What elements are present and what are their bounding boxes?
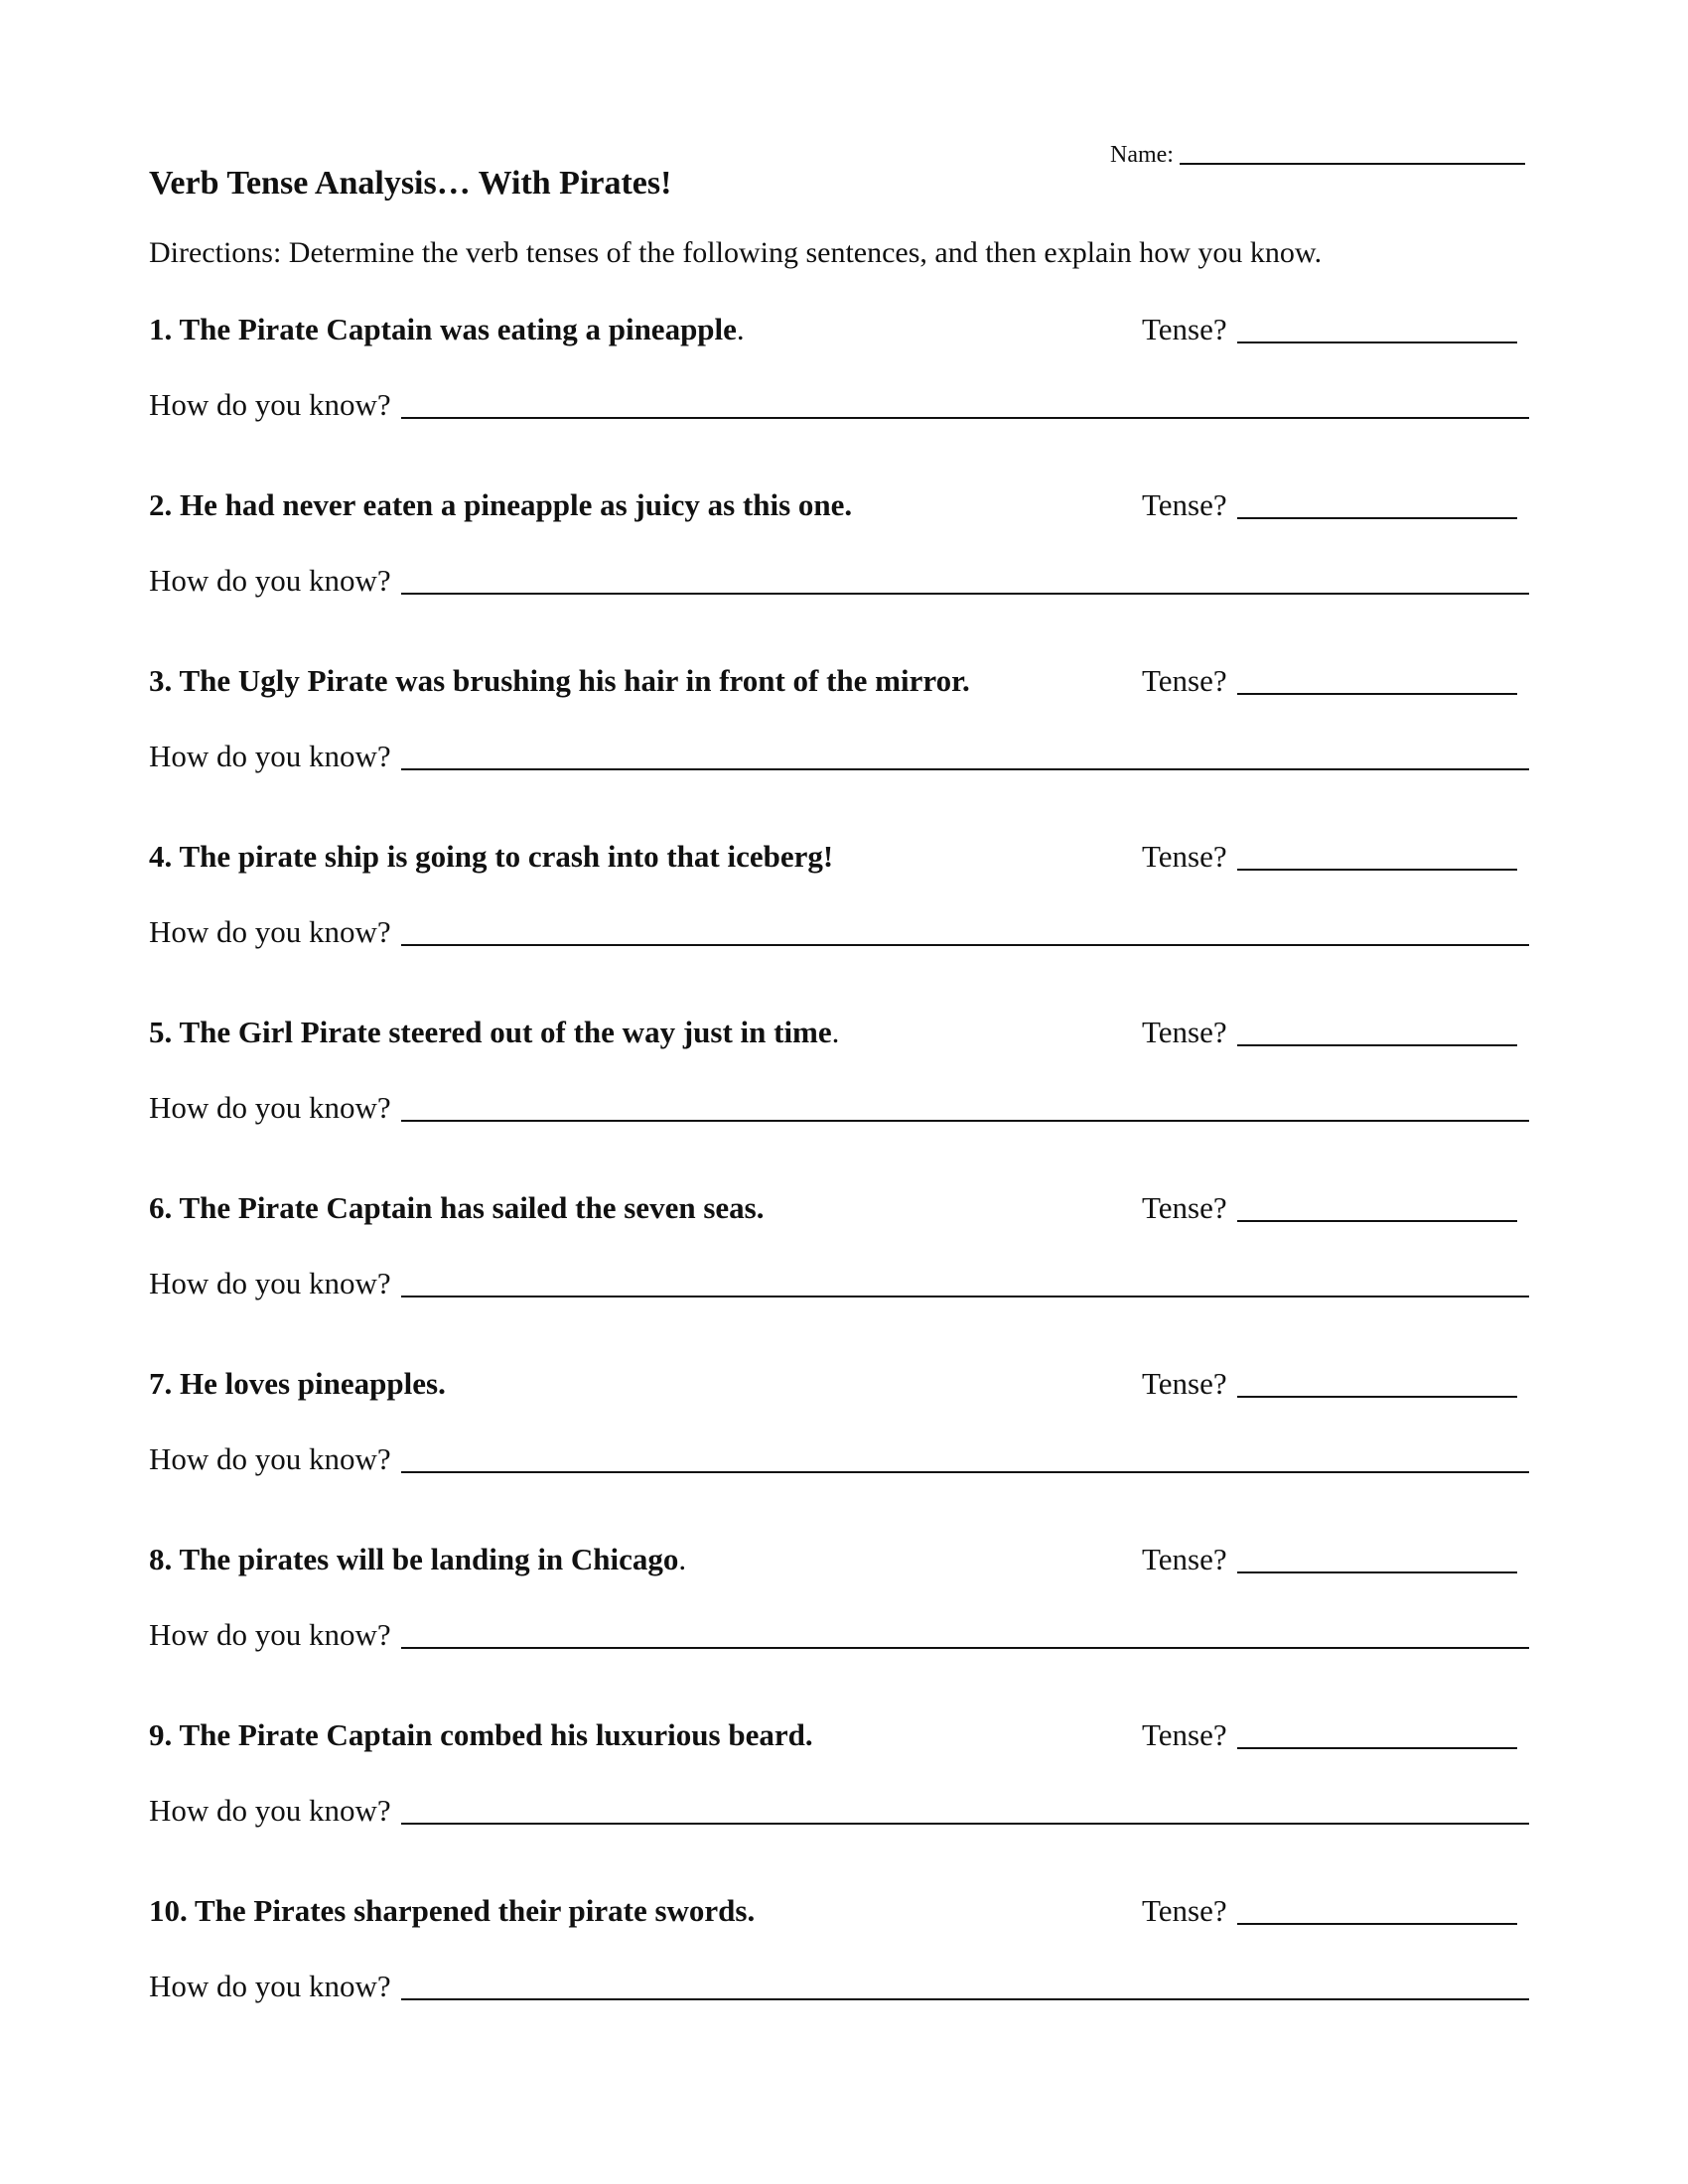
explanation-answer-line[interactable]: [401, 417, 1529, 419]
how-do-you-know-label: How do you know?: [149, 739, 391, 773]
tense-answer-line[interactable]: [1237, 1747, 1517, 1749]
explanation-answer-line[interactable]: [401, 593, 1529, 595]
tense-label: Tense?: [1142, 312, 1227, 346]
how-do-you-know-label: How do you know?: [149, 1969, 391, 2003]
how-do-you-know-field: [149, 1613, 1529, 1657]
question-number: 3.: [149, 663, 173, 698]
question-text: He loves pineapples.: [180, 1366, 446, 1401]
question-sentence: [149, 1538, 686, 1581]
tense-field: [1142, 1713, 1529, 1757]
question-row: [149, 659, 1529, 703]
tense-answer-line[interactable]: [1237, 1923, 1517, 1925]
question-sentence: [149, 835, 833, 879]
explanation-answer-line[interactable]: [401, 768, 1529, 770]
how-do-you-know-label: How do you know?: [149, 1090, 391, 1125]
question-number: 1.: [149, 312, 173, 346]
question-sentence: [149, 1011, 839, 1054]
how-do-you-know-field: [149, 1437, 1529, 1481]
question-item: [149, 308, 1529, 457]
question-sentence: [149, 483, 852, 527]
how-do-you-know-field: [149, 1086, 1529, 1130]
question-number: 2.: [149, 487, 173, 522]
question-sentence: [149, 1889, 755, 1933]
name-blank-line[interactable]: [1180, 163, 1525, 165]
question-item: [149, 1011, 1529, 1160]
how-do-you-know-field: [149, 910, 1529, 954]
tense-label: Tense?: [1142, 663, 1227, 698]
how-do-you-know-field: [149, 383, 1529, 427]
question-item: [149, 1713, 1529, 1862]
question-number: 5.: [149, 1015, 173, 1049]
tense-answer-line[interactable]: [1237, 341, 1517, 343]
tense-label: Tense?: [1142, 839, 1227, 874]
tense-label: Tense?: [1142, 1190, 1227, 1225]
tense-field: [1142, 659, 1529, 703]
tense-label: Tense?: [1142, 1717, 1227, 1752]
question-row: [149, 308, 1529, 351]
how-do-you-know-label: How do you know?: [149, 1441, 391, 1476]
tense-field: [1142, 1889, 1529, 1933]
question-sentence: [149, 308, 745, 351]
question-number: 4.: [149, 839, 173, 874]
tense-field: [1142, 483, 1529, 527]
question-end-punctuation: .: [736, 312, 745, 346]
tense-field: [1142, 1011, 1529, 1054]
question-row: [149, 835, 1529, 879]
question-sentence: [149, 1186, 764, 1230]
how-do-you-know-label: How do you know?: [149, 563, 391, 598]
question-number: 7.: [149, 1366, 173, 1401]
tense-field: [1142, 835, 1529, 879]
explanation-answer-line[interactable]: [401, 1823, 1529, 1825]
how-do-you-know-label: How do you know?: [149, 1266, 391, 1300]
explanation-answer-line[interactable]: [401, 1471, 1529, 1473]
question-item: [149, 835, 1529, 984]
how-do-you-know-field: [149, 559, 1529, 603]
question-row: [149, 483, 1529, 527]
explanation-answer-line[interactable]: [401, 1998, 1529, 2000]
tense-answer-line[interactable]: [1237, 693, 1517, 695]
tense-field: [1142, 308, 1529, 351]
how-do-you-know-field: [149, 1789, 1529, 1833]
worksheet-title: Verb Tense Analysis… With Pirates!: [149, 165, 672, 202]
how-do-you-know-field: [149, 1965, 1529, 2008]
question-row: [149, 1713, 1529, 1757]
name-label: Name:: [1110, 142, 1174, 168]
question-item: [149, 1362, 1529, 1511]
tense-label: Tense?: [1142, 487, 1227, 522]
tense-answer-line[interactable]: [1237, 1220, 1517, 1222]
question-item: [149, 1186, 1529, 1335]
question-item: [149, 659, 1529, 808]
tense-label: Tense?: [1142, 1893, 1227, 1928]
question-item: [149, 1538, 1529, 1687]
how-do-you-know-field: [149, 1262, 1529, 1305]
question-text: The Pirate Captain combed his luxurious beard.: [179, 1717, 813, 1752]
question-number: 10.: [149, 1893, 188, 1928]
how-do-you-know-label: How do you know?: [149, 1793, 391, 1828]
question-row: [149, 1011, 1529, 1054]
tense-field: [1142, 1362, 1529, 1406]
name-field: [1110, 133, 1537, 173]
question-text: The pirates will be landing in Chicago: [179, 1542, 679, 1576]
tense-field: [1142, 1538, 1529, 1581]
explanation-answer-line[interactable]: [401, 944, 1529, 946]
explanation-answer-line[interactable]: [401, 1120, 1529, 1122]
question-text: The Pirate Captain has sailed the seven seas.: [179, 1190, 765, 1225]
question-number: 6.: [149, 1190, 173, 1225]
tense-field: [1142, 1186, 1529, 1230]
question-sentence: [149, 659, 970, 703]
tense-answer-line[interactable]: [1237, 869, 1517, 871]
directions-text: Directions: Determine the verb tenses of the following sentences, and then explain how you know.: [149, 236, 1323, 269]
question-text: The pirate ship is going to crash into that iceberg!: [179, 839, 834, 874]
how-do-you-know-label: How do you know?: [149, 387, 391, 422]
question-text: He had never eaten a pineapple as juicy as this one.: [180, 487, 853, 522]
question-end-punctuation: .: [678, 1542, 687, 1576]
question-number: 8.: [149, 1542, 173, 1576]
question-sentence: [149, 1713, 813, 1757]
question-text: The Pirate Captain was eating a pineapple: [179, 312, 737, 346]
question-text: The Pirates sharpened their pirate swords.: [194, 1893, 756, 1928]
how-do-you-know-label: How do you know?: [149, 914, 391, 949]
question-row: [149, 1538, 1529, 1581]
how-do-you-know-label: How do you know?: [149, 1617, 391, 1652]
question-sentence: [149, 1362, 446, 1406]
question-text: The Ugly Pirate was brushing his hair in front of the mirror.: [179, 663, 970, 698]
tense-answer-line[interactable]: [1237, 517, 1517, 519]
tense-answer-line[interactable]: [1237, 1571, 1517, 1573]
question-row: [149, 1889, 1529, 1933]
tense-label: Tense?: [1142, 1366, 1227, 1401]
question-item: [149, 1889, 1529, 2038]
how-do-you-know-field: [149, 735, 1529, 778]
tense-label: Tense?: [1142, 1015, 1227, 1049]
tense-answer-line[interactable]: [1237, 1396, 1517, 1398]
explanation-answer-line[interactable]: [401, 1647, 1529, 1649]
question-end-punctuation: .: [831, 1015, 840, 1049]
question-item: [149, 483, 1529, 632]
explanation-answer-line[interactable]: [401, 1296, 1529, 1297]
question-row: [149, 1362, 1529, 1406]
tense-label: Tense?: [1142, 1542, 1227, 1576]
question-number: 9.: [149, 1717, 173, 1752]
question-row: [149, 1186, 1529, 1230]
question-text: The Girl Pirate steered out of the way just in time: [179, 1015, 832, 1049]
tense-answer-line[interactable]: [1237, 1044, 1517, 1046]
